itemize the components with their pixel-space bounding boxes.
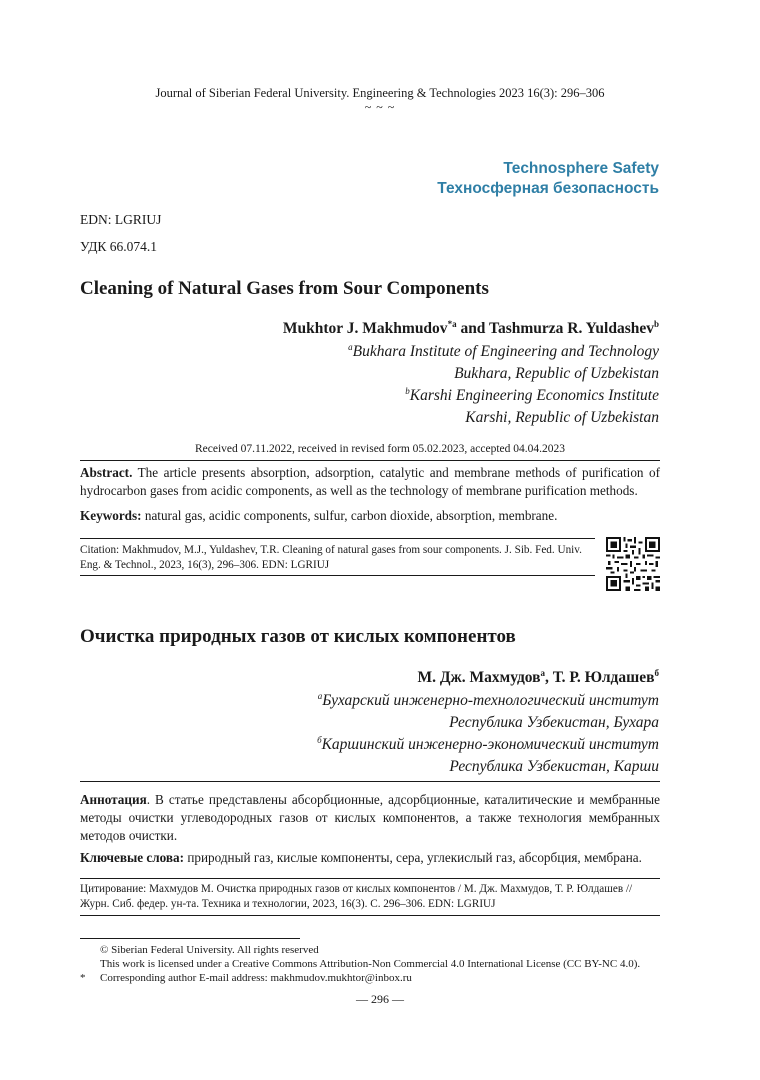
keywords-en <box>80 507 660 525</box>
abstract-en <box>80 464 660 500</box>
corresponding-author: Corresponding author E-mail address: makhmudov.mukhtor@inbox.ru <box>100 972 412 984</box>
qr-code-icon <box>606 537 660 591</box>
aff-a-sup-ru: а <box>317 690 323 701</box>
citation-en: Citation: Makhmudov, M.J., Yuldashev, T.R. Cleaning of natural gases from sour components. J. Sib. Fed. Univ. Eng. & Technol., 2023, 16(3), 296–306. EDN: LGRIUJ <box>80 544 582 571</box>
divider <box>80 460 660 461</box>
edn-code: EDN: LGRIUJ <box>80 212 162 227</box>
abstract-ru <box>80 791 660 845</box>
abstract-text-en: The article presents absorption, adsorption, catalytic and membrane methods of purification of hydrocarbon gases from acidic components, as well as the technology of membrane purification methods. <box>80 465 660 498</box>
authors-ru <box>59 669 659 687</box>
received-dates: Received 07.11.2022, received in revised form 05.02.2023, accepted 04.04.2023 <box>194 443 566 455</box>
divider <box>80 781 660 782</box>
license: This work is licensed under a Creative Commons Attribution-Non Commercial 4.0 International License (CC BY-NC 4.0). <box>100 958 641 970</box>
citation-ru: Цитирование: Махмудов М. Очистка природных газов от кислых компонентов / М. Дж. Махмудов, Т. Р. Юлдашев // Журн. Сиб. федер. ун-та. Техника и технологии, 2023, 16(3). С. 296–306. EDN: LGRIUJ <box>80 883 633 910</box>
keywords-text-ru: природный газ, кислые компоненты, сера, углекислый газ, абсорбция, мембрана. <box>184 850 642 865</box>
aff-b-name-ru: Каршинский инженерно-экономический институт <box>321 736 659 753</box>
article-title-ru: Очистка природных газов от кислых компонентов <box>80 626 516 647</box>
header-ornament: ~ ~ ~ <box>364 100 396 114</box>
author-1-sup-en: *a <box>447 318 457 329</box>
affiliation-a-en <box>59 341 659 363</box>
abstract-text-ru: . В статье представлены абсорбционные, адсорбционные, каталитические и мембранные методы очистки углеводородных газов от кислых компонентов, а также технология мембранных методов очистки. <box>80 792 660 843</box>
aff-a-name-ru: Бухарский инженерно-технологический институт <box>322 692 659 709</box>
authors-sep: , <box>545 669 553 686</box>
aff-b-name-en: Karshi Engineering Economics Institute <box>409 387 659 404</box>
affiliation-a-city-en: Bukhara, Republic of Uzbekistan <box>454 365 659 382</box>
affiliations-en <box>59 341 659 429</box>
divider <box>80 538 595 539</box>
copyright: © Siberian Federal University. All rights reserved <box>100 944 319 956</box>
author-2-en: Tashmurza R. Yuldashev <box>489 320 654 337</box>
section-title-ru: Техносферная безопасность <box>437 180 659 197</box>
journal-header: Journal of Siberian Federal University. Engineering & Technologies 2023 16(3): 296–306 <box>155 86 605 100</box>
author-2-ru: Т. Р. Юлдашев <box>552 669 655 686</box>
affiliation-b-city-ru: Республика Узбекистан, Карши <box>449 758 659 775</box>
udk-code: УДК 66.074.1 <box>80 239 158 254</box>
affiliation-b-en <box>59 385 659 407</box>
abstract-label-en: Abstract. <box>80 465 133 480</box>
divider <box>80 915 660 916</box>
author-2-sup-en: b <box>653 318 659 329</box>
author-1-ru: М. Дж. Махмудов <box>417 669 541 686</box>
footnote-star: * <box>80 972 86 984</box>
affiliation-a-ru <box>59 690 659 712</box>
aff-a-sup-en: a <box>348 341 353 352</box>
aff-b-sup-en: b <box>405 385 410 396</box>
aff-b-sup-ru: б <box>317 734 322 745</box>
footnote-rule <box>80 938 300 939</box>
section-title-en: Technosphere Safety <box>503 160 659 177</box>
affiliation-b-city-en: Karshi, Republic of Uzbekistan <box>465 409 659 426</box>
author-1-en: Mukhtor J. Makhmudov <box>282 320 448 337</box>
affiliation-a-city-ru: Республика Узбекистан, Бухара <box>449 714 659 731</box>
keywords-text-en: natural gas, acidic components, sulfur, carbon dioxide, absorption, membrane. <box>141 508 558 523</box>
affiliations-ru <box>59 690 659 778</box>
article-title-en: Cleaning of Natural Gases from Sour Components <box>80 278 489 299</box>
keywords-ru <box>80 849 660 867</box>
authors-and: and <box>456 320 490 337</box>
author-2-sup-ru: б <box>654 667 659 678</box>
divider <box>80 575 595 576</box>
aff-a-name-en: Bukhara Institute of Engineering and Technology <box>352 343 659 360</box>
affiliation-b-ru <box>59 734 659 756</box>
keywords-label-en: Keywords: <box>80 508 142 523</box>
authors-en <box>59 320 659 338</box>
author-1-sup-ru: а <box>540 667 546 678</box>
page-number: — 296 — <box>356 992 404 1006</box>
divider <box>80 878 660 879</box>
abstract-label-ru: Аннотация <box>80 792 147 807</box>
keywords-label-ru: Ключевые слова: <box>80 850 185 865</box>
